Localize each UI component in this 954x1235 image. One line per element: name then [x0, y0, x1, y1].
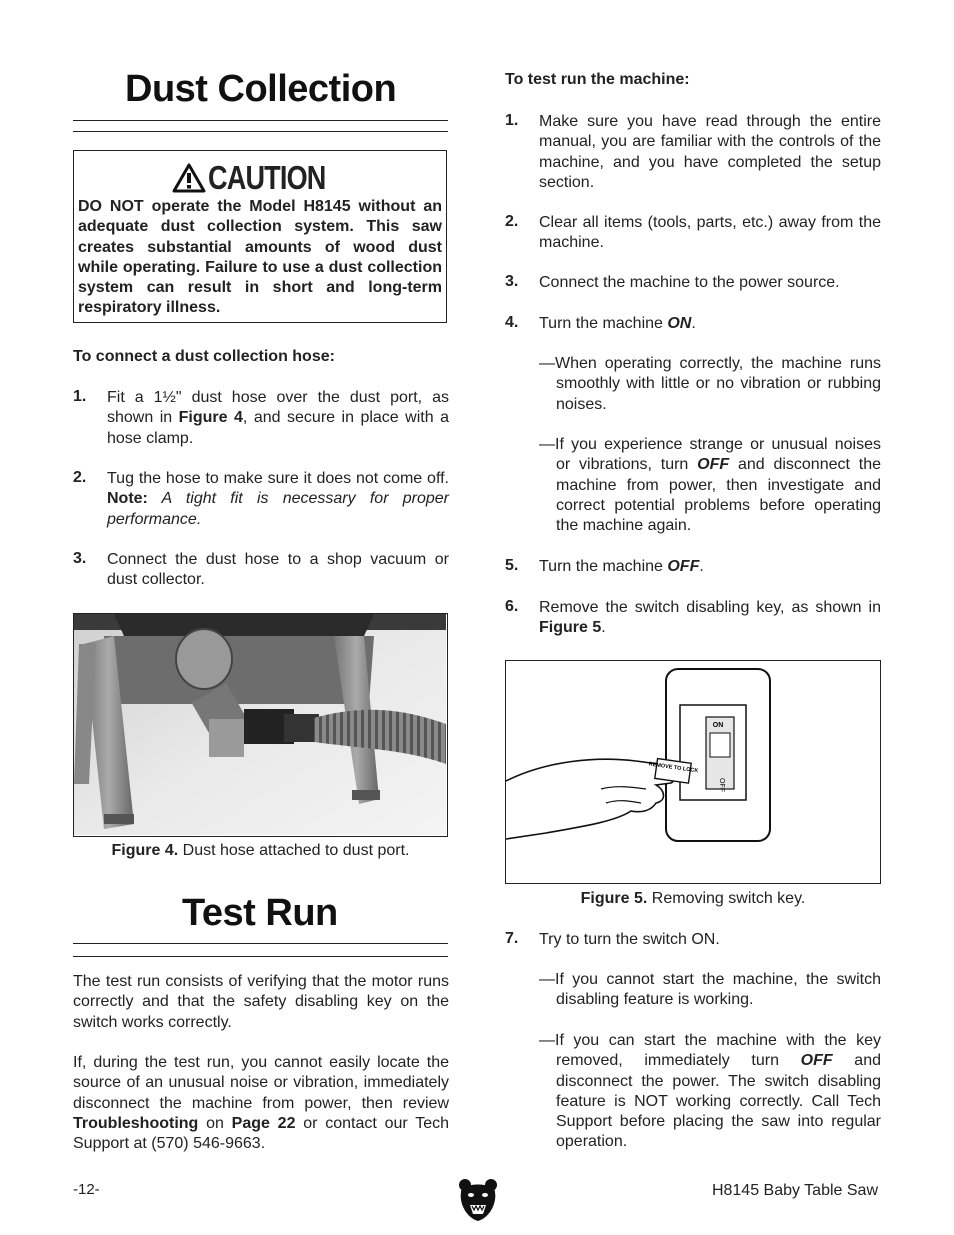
- note-text: and disconnect the power. The switch disabling feature is NOT working correctly. Call Tech Support before placing the saw into regular operation.: [556, 1052, 882, 1151]
- connect-step-3: Connect the dust hose to a shop vacuum or dust collector.: [107, 551, 449, 589]
- section-reference: Troubleshooting: [73, 1114, 199, 1132]
- step-number: 2.: [505, 213, 519, 230]
- test-step-5: [539, 557, 881, 577]
- figure-4-caption: [73, 842, 448, 860]
- step-text: Turn the machine: [539, 315, 668, 332]
- test-step-4: [539, 314, 881, 334]
- warning-triangle-icon: [172, 163, 206, 193]
- paragraph-text: If, during the test run, you cannot easily locate the source of an unusual noise or vibration, immediately disconnect the machine from power, then review: [73, 1054, 449, 1112]
- section-title-test-run: Test Run: [182, 892, 338, 934]
- step-number: 1.: [505, 112, 519, 129]
- step-4-note-problem: [539, 435, 881, 536]
- switch-state: OFF: [667, 558, 700, 575]
- step-number: 1.: [73, 388, 87, 405]
- divider: [73, 120, 448, 121]
- section-title-dust-collection: Dust Collection: [125, 68, 397, 110]
- test-step-2: Clear all items (tools, parts, etc.) away from the machine.: [539, 214, 881, 252]
- switch-key-removal-drawing: [506, 661, 879, 882]
- switch-off-label: OFF: [718, 778, 725, 792]
- caption-text: Removing switch key.: [647, 890, 806, 907]
- switch-state: OFF: [800, 1052, 833, 1070]
- note-text: and disconnect the machine from power, then investigate and correct potential problems before operating the machine again.: [556, 456, 881, 535]
- test-step-7: Try to turn the switch ON.: [539, 931, 720, 948]
- caution-label: CAUTION: [208, 159, 326, 196]
- caution-box: [73, 150, 447, 323]
- step-text: , and secure in place with a hose clamp.: [107, 409, 449, 447]
- caution-text: DO NOT operate the Model H8145 without an adequate dust collection system. This saw creates substantial amounts of wood dust while operating. Failure to use a dust collection system can result in short and long-term respiratory illness.: [78, 198, 442, 317]
- step-7-note-working: —If you cannot start the machine, the switch disabling feature is working.: [539, 971, 881, 1009]
- test-intro-paragraph: The test run consists of verifying that the motor runs correctly and that the safety disabling key on the switch works correctly.: [73, 973, 449, 1031]
- paragraph-text: on: [198, 1114, 232, 1132]
- step-7-note-not-working: [539, 1031, 881, 1153]
- figure-5-caption: [505, 890, 881, 908]
- note-label: Note:: [107, 490, 148, 508]
- test-run-heading: To test run the machine:: [505, 71, 690, 88]
- figure-label: Figure 4.: [111, 842, 179, 859]
- step-text: .: [699, 558, 704, 575]
- switch-state: OFF: [697, 456, 730, 474]
- key-label: REMOVE TO LOCK: [648, 761, 699, 775]
- note-text: —If you experience strange or unusual noises or vibrations, turn: [539, 436, 881, 474]
- step-number: 3.: [505, 273, 519, 290]
- step-text: Fit a 1½" dust hose over the dust port, as shown in: [107, 389, 449, 427]
- paragraph-text: or contact our Tech Support at (570) 546-9663.: [73, 1114, 450, 1153]
- step-number: 5.: [505, 557, 519, 574]
- step-number: 4.: [505, 314, 519, 331]
- figure-4-photo: [73, 613, 448, 837]
- test-step-3: Connect the machine to the power source.: [539, 274, 840, 291]
- step-text: .: [691, 315, 696, 332]
- step-number: 3.: [73, 550, 87, 567]
- footer-model-name: H8145 Baby Table Saw: [711, 1182, 878, 1199]
- step-number: 2.: [73, 469, 87, 486]
- connect-heading: To connect a dust collection hose:: [73, 348, 335, 365]
- table-saw-dust-hose-illustration: [74, 614, 446, 835]
- figure-5-illustration: [505, 660, 881, 884]
- connect-step-1: [107, 388, 449, 449]
- grizzly-bear-logo-icon: [457, 1178, 499, 1222]
- figure-label: Figure 5.: [580, 890, 648, 907]
- test-step-6: [539, 598, 881, 639]
- test-step-1: Make sure you have read through the entire manual, you are familiar with the controls of the machine, and you have completed the setup section.: [539, 113, 881, 191]
- page-number: -12-: [73, 1181, 100, 1198]
- divider: [73, 131, 448, 132]
- step-4-note-normal: —When operating correctly, the machine runs smoothly with little or no vibration or rubbing noises.: [539, 355, 881, 413]
- step-text: Tug the hose to make sure it does not come off.: [107, 470, 449, 487]
- step-number: 7.: [505, 930, 519, 947]
- step-text: Turn the machine: [539, 558, 668, 575]
- step-text: Remove the switch disabling key, as shown in: [539, 599, 881, 616]
- test-troubleshooting-paragraph: [73, 1053, 449, 1154]
- divider: [73, 943, 448, 944]
- step-text: .: [601, 619, 606, 637]
- note-text: —If you can start the machine with the key removed, immediately turn: [539, 1032, 881, 1070]
- page-reference: Page 22: [231, 1114, 296, 1132]
- divider: [73, 956, 448, 957]
- step-number: 6.: [505, 598, 519, 615]
- connect-step-2: [107, 469, 449, 530]
- switch-state: ON: [667, 315, 692, 332]
- caption-text: Dust hose attached to dust port.: [178, 842, 410, 859]
- figure-reference: Figure 5: [539, 619, 602, 637]
- switch-on-label: ON: [712, 722, 724, 729]
- figure-reference: Figure 4: [178, 409, 243, 427]
- note-text: A tight fit is necessary for proper performance.: [107, 490, 449, 528]
